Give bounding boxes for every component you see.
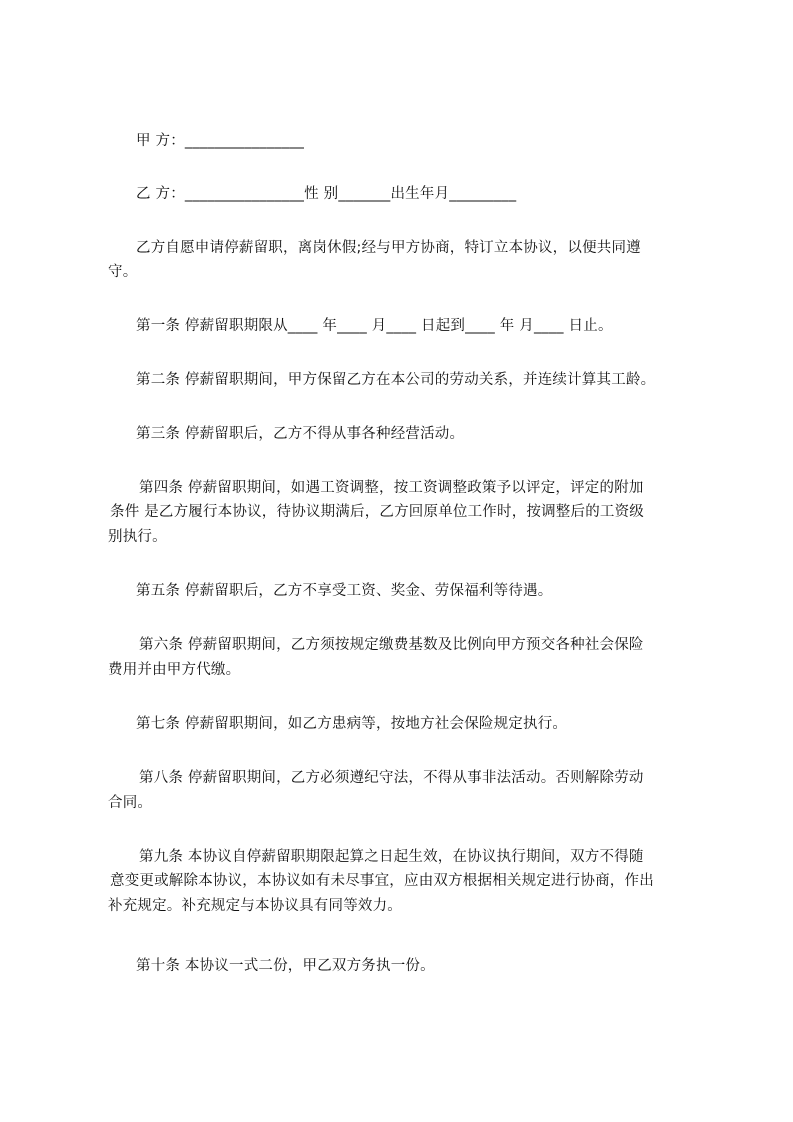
article-6-line-2: 费用并由甲方代缴。 bbox=[108, 662, 241, 678]
article-3-line-1: 第三条 停薪留职后，乙方不得从事各种经营活动。 bbox=[136, 426, 465, 442]
article-9-line-1: 第九条 本协议自停薪留职期限起算之日起生效，在协议执行期间，双方不得随 bbox=[139, 849, 644, 865]
party-b-line: 乙 方：________________性 别_______出生年月_________ bbox=[136, 186, 517, 202]
intro-line-2: 守。 bbox=[108, 264, 138, 280]
article-4-line-1: 第四条 停薪留职期间，如遇工资调整，按工资调整政策予以评定，评定的附加 bbox=[139, 480, 644, 496]
article-9-line-3: 补充规定。补充规定与本协议具有同等效力。 bbox=[108, 898, 402, 914]
article-4-line-2: 条件 是乙方履行本协议，待协议期满后，乙方回原单位工作时，按调整后的工资级 bbox=[110, 504, 645, 520]
article-5-line-1: 第五条 停薪留职后，乙方不享受工资、奖金、劳保福利等待遇。 bbox=[136, 583, 553, 599]
article-4-line-3: 别执行。 bbox=[108, 529, 167, 545]
article-7-line-1: 第七条 停薪留职期间，如乙方患病等，按地方社会保险规定执行。 bbox=[136, 716, 568, 732]
article-8-line-1: 第八条 停薪留职期间，乙方必须遵纪守法，不得从事非法活动。否则解除劳动 bbox=[139, 770, 644, 786]
article-2-line-1: 第二条 停薪留职期间，甲方保留乙方在本公司的劳动关系，并连续计算其工龄。 bbox=[136, 372, 656, 388]
article-6-line-1: 第六条 停薪留职期间，乙方须按规定缴费基数及比例向甲方预交各种社会保险 bbox=[139, 637, 644, 653]
article-9-line-2: 意变更或解除本协议，本协议如有未尽事宜，应由双方根据相关规定进行协商，作出 bbox=[110, 873, 654, 889]
article-10-line-1: 第十条 本协议一式二份，甲乙双方务执一份。 bbox=[136, 958, 435, 974]
article-8-line-2: 合同。 bbox=[108, 795, 153, 811]
party-a-line: 甲 方：________________ bbox=[136, 133, 305, 149]
article-1-line-1: 第一条 停薪留职期限从____ 年____ 月____ 日起到____ 年 月____ 日止。 bbox=[136, 318, 613, 334]
intro-line-1: 乙方自愿申请停薪留职，离岗休假;经与甲方协商，特订立本协议，以便共同遵 bbox=[136, 240, 641, 256]
